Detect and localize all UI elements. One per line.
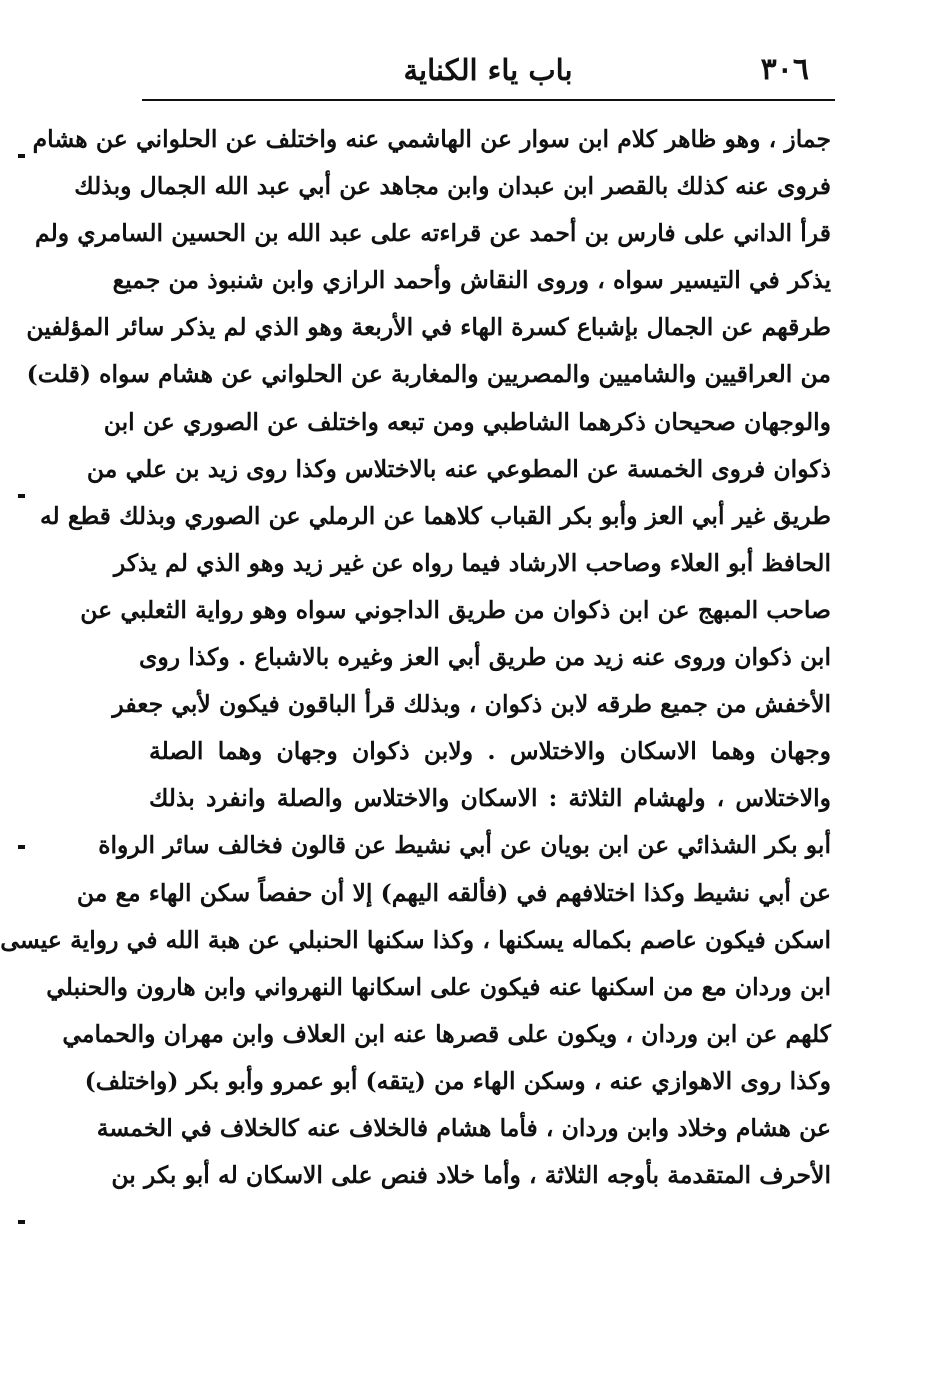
text-line: عن هشام وخلاد وابن وردان ، فأما هشام فالخلاف عنه كالخلاف في الخمسة <box>96 1113 831 1142</box>
text-line: عن أبي نشيط وكذا اختلافهم في (فألقه اليهم) إلا أن حفصاً سكن الهاء مع من <box>76 878 831 907</box>
text-line: صاحب المبهج عن ابن ذكوان من طريق الداجوني سواه وهو رواية الثعلبي عن <box>80 595 831 624</box>
text-line: الأحرف المتقدمة بأوجه الثلاثة ، وأما خلاد فنص على الاسكان له أبو بكر بن <box>111 1161 831 1190</box>
text-line: ذكوان فروى الخمسة عن المطوعي عنه بالاختلاس وكذا روى زيد بن علي من <box>86 454 831 483</box>
scan-margin-mark <box>18 154 25 158</box>
scan-margin-mark <box>18 845 25 849</box>
text-line: أبو بكر الشذائي عن ابن بويان عن أبي نشيط عن قالون فخالف سائر الرواة <box>98 831 831 860</box>
scan-margin-mark <box>18 1220 25 1224</box>
text-line: الأخفش من جميع طرقه لابن ذكوان ، وبذلك قرأ الباقون فيكون لأبي جعفر <box>112 690 831 719</box>
page-number: ٣٠٦ <box>760 52 809 87</box>
text-line: كلهم عن ابن وردان ، ويكون على قصرها عنه ابن العلاف وابن مهران والحمامي <box>62 1019 831 1048</box>
text-line: من العراقيين والشاميين والمصريين والمغاربة عن الحلواني عن هشام سواه (قلت) <box>26 360 831 389</box>
text-line: وجهان وهما الاسكان والاختلاس . ولابن ذكوان وجهان وهما الصلة <box>149 737 831 766</box>
text-line: يذكر في التيسير سواه ، وروى النقاش وأحمد الرازي وابن شنبوذ من جميع <box>112 266 831 295</box>
text-line: اسكن فيكون عاصم بكماله يسكنها ، وكذا سكنها الحنبلي عن هبة الله في رواية عيسى <box>0 925 831 954</box>
text-line: وكذا روى الاهوازي عنه ، وسكن الهاء من (يتقه) أبو عمرو وأبو بكر (واختلف) <box>84 1066 831 1095</box>
body-text <box>0 116 831 1199</box>
scan-margin-mark <box>18 494 25 498</box>
text-line: ابن ذكوان وروى عنه زيد من طريق أبي العز وغيره بالاشباع . وكذا روى <box>139 643 831 672</box>
text-line: طريق غير أبي العز وأبو بكر القباب كلاهما عن الرملي عن الصوري وبذلك قطع له <box>39 501 831 530</box>
text-line: جماز ، وهو ظاهر كلام ابن سوار عن الهاشمي عنه واختلف عن الحلواني عن هشام <box>32 125 831 153</box>
text-line: والاختلاس ، ولهشام الثلاثة : الاسكان والاختلاس والصلة وانفرد بذلك <box>149 784 831 813</box>
text-line: الحافظ أبو العلاء وصاحب الارشاد فيما رواه عن غير زيد وهو الذي لم يذكر <box>113 548 831 577</box>
header-rule <box>142 99 835 101</box>
running-title: باب ياء الكناية <box>403 53 573 87</box>
text-line: طرقهم عن الجمال بإشباع كسرة الهاء في الأربعة وهو الذي لم يذكر سائر المؤلفين <box>26 313 831 342</box>
text-line: ابن وردان مع من اسكنها عنه فيكون على اسكانها النهرواني وابن هارون والحنبلي <box>46 972 831 1001</box>
page-header <box>143 44 833 96</box>
text-line: قرأ الداني على فارس بن أحمد عن قراءته على عبد الله بن الحسين السامري ولم <box>34 219 831 248</box>
text-line: والوجهان صحيحان ذكرهما الشاطبي ومن تبعه واختلف عن الصوري عن ابن <box>103 407 831 436</box>
text-line: فروى عنه كذلك بالقصر ابن عبدان وابن مجاهد عن أبي عبد الله الجمال وبذلك <box>74 172 831 201</box>
